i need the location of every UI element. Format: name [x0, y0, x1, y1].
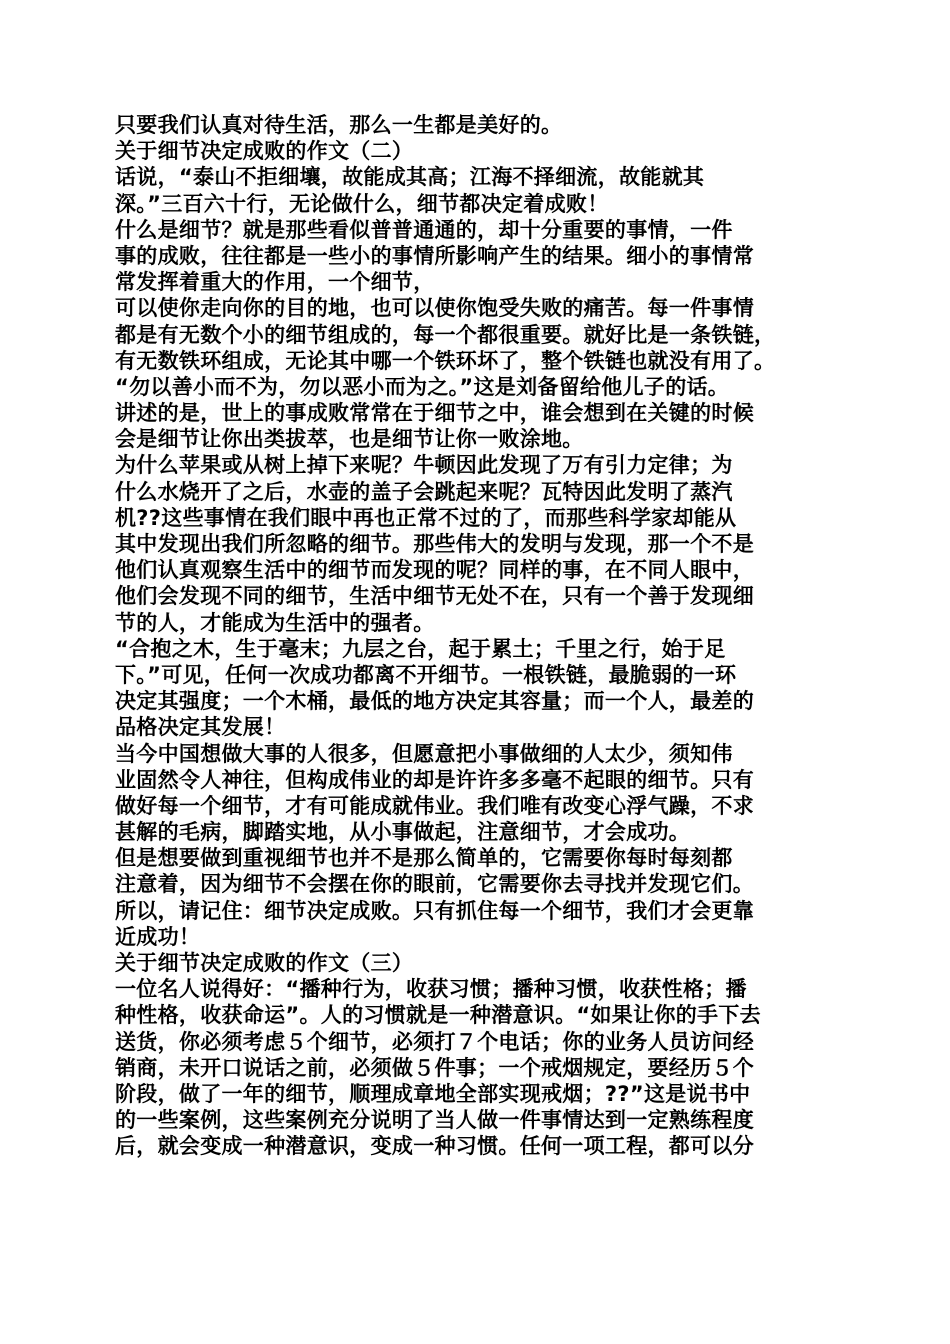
text-line: 常发挥着重大的作用，一个细节， — [115, 270, 435, 295]
text-line: 一位名人说得好：“播种行为，收获习惯；播种习惯，收获性格；播 — [115, 977, 747, 1002]
text-line: 什么水烧开了之后，水壶的盖子会跳起来呢？瓦特因此发明了蒸汽 — [115, 479, 733, 504]
text-line: 事的成败，往往都是一些小的事情所影响产生的结果。细小的事情常 — [115, 243, 754, 268]
text-line: 后，就会变成一种潜意识，变成一种习惯。任何一项工程，都可以分 — [115, 1134, 754, 1159]
text-line: 下。”可见，任何一次成功都离不开细节。一根铁链，最脆弱的一环 — [115, 662, 737, 687]
text-line: 他们会发现不同的细节，生活中细节无处不在，只有一个善于发现细 — [115, 584, 754, 609]
text-line: 但是想要做到重视细节也并不是那么简单的，它需要你每时每刻都 — [115, 846, 733, 871]
text-line: 话说，“泰山不拒细壤，故能成其高；江海不择细流，故能就其 — [115, 165, 705, 190]
document-page — [115, 112, 840, 1160]
text-line: 的一些案例，这些案例充分说明了当人做一件事情达到一定熟练程度 — [115, 1108, 754, 1133]
text-line: 他们认真观察生活中的细节而发现的呢？同样的事，在不同人眼中， — [115, 558, 754, 583]
text-line: 销商，未开口说话之前，必须做５件事；一个戒烟规定，要经历５个 — [115, 1055, 754, 1080]
section-heading: 关于细节决定成败的作文（三） — [115, 951, 414, 975]
text-line: 送货，你必须考虑５个细节，必须打７个电话；你的业务人员访问经 — [115, 1029, 754, 1054]
text-line: 业固然令人神往，但构成伟业的却是许许多多毫不起眼的细节。只有 — [115, 767, 754, 792]
text-line: 有无数铁环组成，无论其中哪一个铁环坏了，整个铁链也就没有用了。 — [115, 348, 776, 373]
text-line: 种性格，收获命运”。人的习惯就是一种潜意识。“如果让你的手下去 — [115, 1003, 761, 1028]
text-line: “勿以善小而不为，勿以恶小而为之。”这是刘备留给他儿子的话。 — [115, 374, 730, 399]
text-line: 甚解的毛病，脚踏实地，从小事做起，注意细节，才会成功。 — [115, 820, 691, 845]
text-line: “合抱之木，生于毫末；九层之台，起于累土；千里之行，始于足 — [115, 636, 726, 661]
text-line: 节的人，才能成为生活中的强者。 — [115, 610, 435, 635]
text-line: 可以使你走向你的目的地，也可以使你饱受失败的痛苦。每一件事情 — [115, 296, 754, 321]
text-line: 什么是细节？就是那些看似普普通通的，却十分重要的事情，一件 — [115, 217, 733, 242]
text-line: 当今中国想做大事的人很多，但愿意把小事做细的人太少，须知伟 — [115, 741, 733, 766]
text-line: 会是细节让你出类拔萃，也是细节让你一败涂地。 — [115, 427, 584, 452]
section-heading: 关于细节决定成败的作文（二） — [115, 139, 414, 164]
text-line: 近成功！ — [115, 924, 201, 949]
text-line: 做好每一个细节，才有可能成就伟业。我们唯有改变心浮气躁，不求 — [115, 793, 754, 818]
text-line: 都是有无数个小的细节组成的，每一个都很重要。就好比是一条铁链， — [115, 322, 776, 347]
text-line: 所以，请记住：细节决定成败。只有抓住每一个细节，我们才会更靠 — [115, 898, 754, 923]
text-line: 决定其强度；一个木桶，最低的地方决定其容量；而一个人，最差的 — [115, 689, 754, 714]
text-line: 其中发现出我们所忽略的细节。那些伟大的发明与发现，那一个不是 — [115, 532, 754, 556]
text-line: 只要我们认真对待生活，那么一生都是美好的。 — [115, 113, 563, 137]
text-line: 品格决定其发展！ — [115, 715, 286, 740]
text-line: 阶段，做了一年的细节，顺理成章地全部实现戒烟；??”这是说书中 — [115, 1081, 751, 1106]
text-line: 为什么苹果或从树上掉下来呢？牛顿因此发现了万有引力定律；为 — [115, 453, 733, 478]
text-line: 深。”三百六十行，无论做什么，细节都决定着成败！ — [115, 191, 609, 216]
text-line: 机??这些事情在我们眼中再也正常不过的了，而那些科学家却能从 — [115, 505, 737, 530]
text-line: 讲述的是，世上的事成败常常在于细节之中，谁会想到在关键的时候 — [115, 401, 754, 426]
text-line: 注意着，因为细节不会摆在你的眼前，它需要你去寻找并发现它们。 — [115, 872, 754, 897]
